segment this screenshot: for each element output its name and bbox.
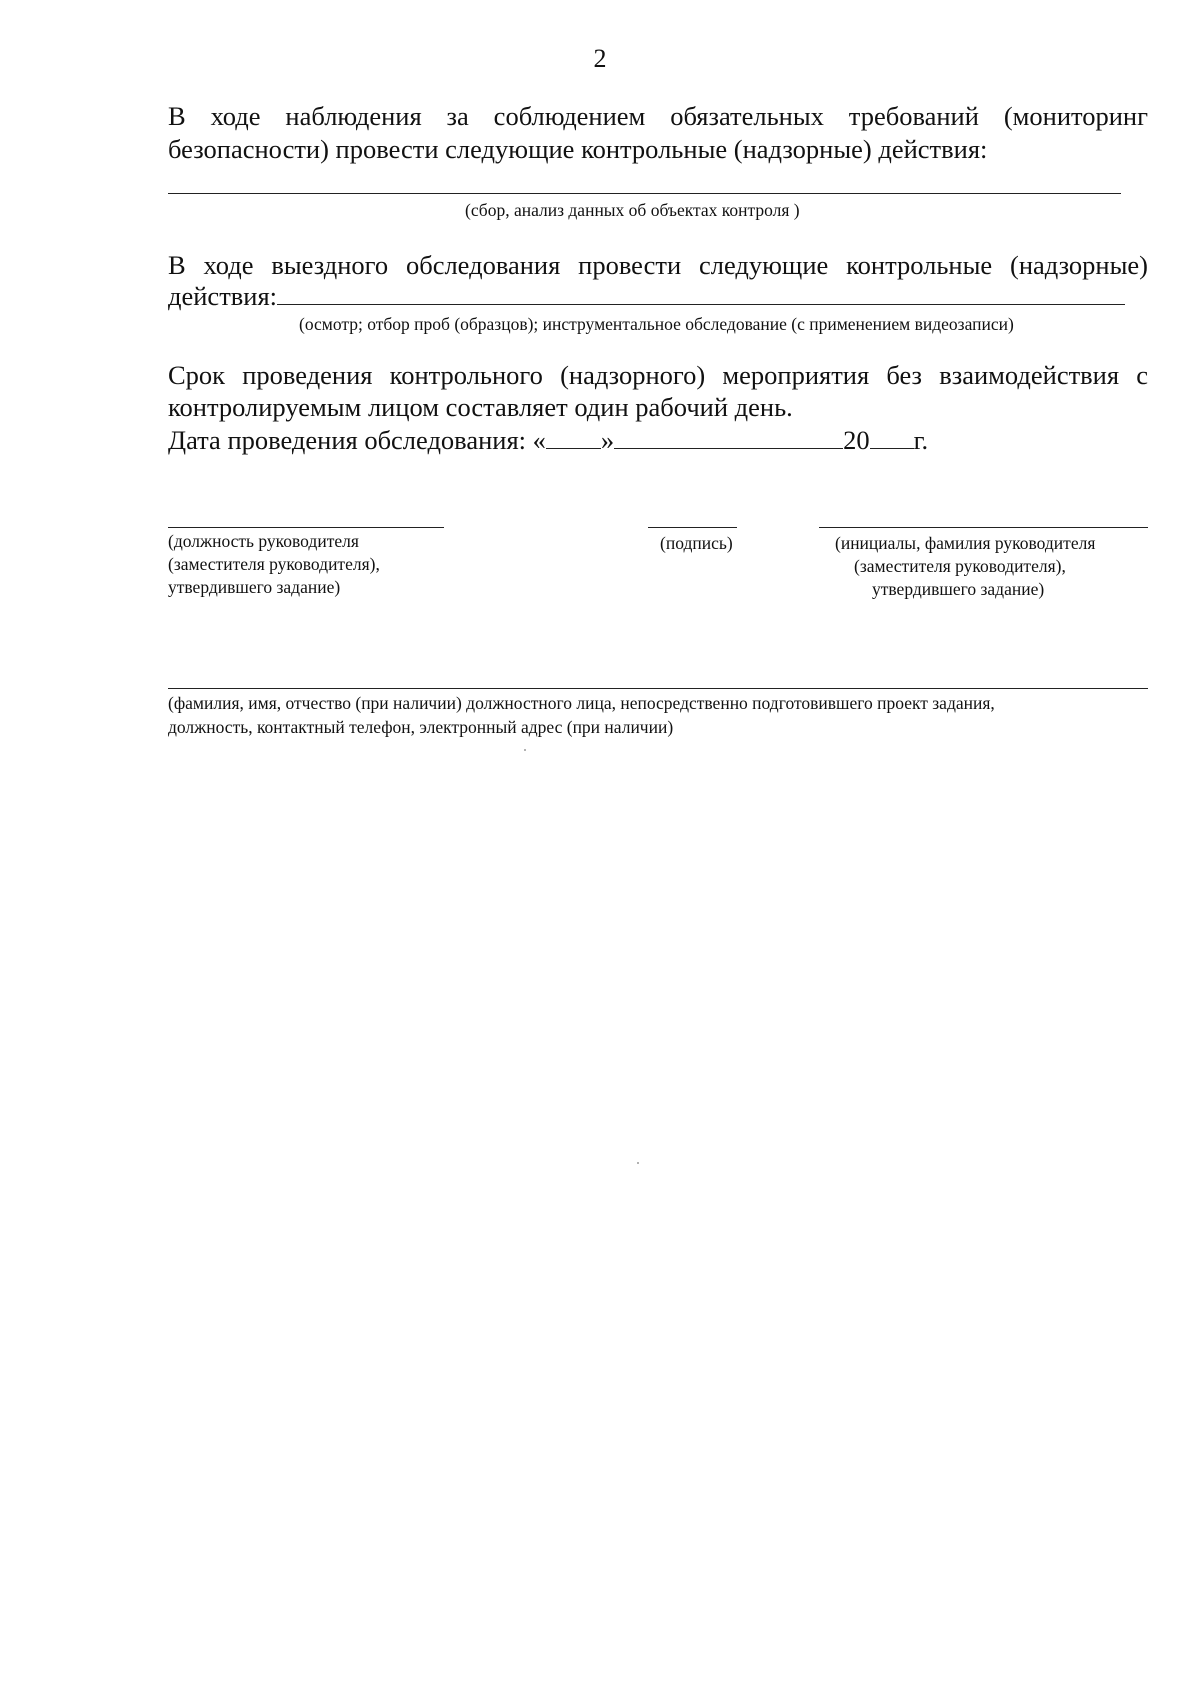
term-text-line-2: контролируемым лицом составляет один рабочий день. [168,392,793,422]
date-line [168,424,1148,456]
inspection-fill-line [277,280,1125,305]
date-year-field [870,424,914,449]
scan-speck [637,1162,639,1164]
preparer-line [168,688,1148,689]
date-label: Дата проведения обследования: [168,425,527,455]
date-year-suffix: г. [913,425,929,455]
monitoring-caption: (сбор, анализ данных об объектах контроля ) [465,200,800,220]
initials-signature-line [819,527,1148,528]
date-year-prefix: 20 [843,425,870,455]
monitoring-fill-line [168,193,1121,194]
position-signature-line [168,527,444,528]
date-month-field [614,424,843,449]
initials-caption-line-3: утвердившего задание) [872,579,1045,599]
signature-caption: (подпись) [660,533,733,553]
initials-caption-line-1: (инициалы, фамилия руководителя [835,533,1096,553]
date-day-field [546,424,601,449]
preparer-caption-line-1: (фамилия, имя, отчество (при наличии) должностного лица, непосредственно подготовившего проект задания, [168,693,995,713]
term-text-line-1: Срок проведения контрольного (надзорного) мероприятия без взаимодействия с [168,360,1148,390]
position-caption-line-2: (заместителя руководителя), [168,554,380,574]
monitoring-text-line-1: В ходе наблюдения за соблюдением обязательных требований (мониторинг [168,101,1148,131]
scan-speck [524,749,526,751]
page-number: 2 [593,44,607,73]
position-caption-line-3: утвердившего задание) [168,577,341,597]
inspection-text-line-2 [168,280,1148,312]
date-open-quote: « [532,425,546,455]
inspection-caption: (осмотр; отбор проб (образцов); инструментальное обследование (с применением видеозаписи) [299,314,1014,334]
inspection-label: действия: [168,281,278,311]
signature-line [648,527,737,528]
inspection-text-line-1: В ходе выездного обследования провести следующие контрольные (надзорные) [168,250,1148,280]
preparer-caption-line-2: должность, контактный телефон, электронный адрес (при наличии) [168,717,674,737]
monitoring-text-line-2: безопасности) провести следующие контрольные (надзорные) действия: [168,134,988,164]
date-close-quote: » [600,425,615,455]
initials-caption-line-2: (заместителя руководителя), [854,556,1066,576]
position-caption-line-1: (должность руководителя [168,531,359,551]
